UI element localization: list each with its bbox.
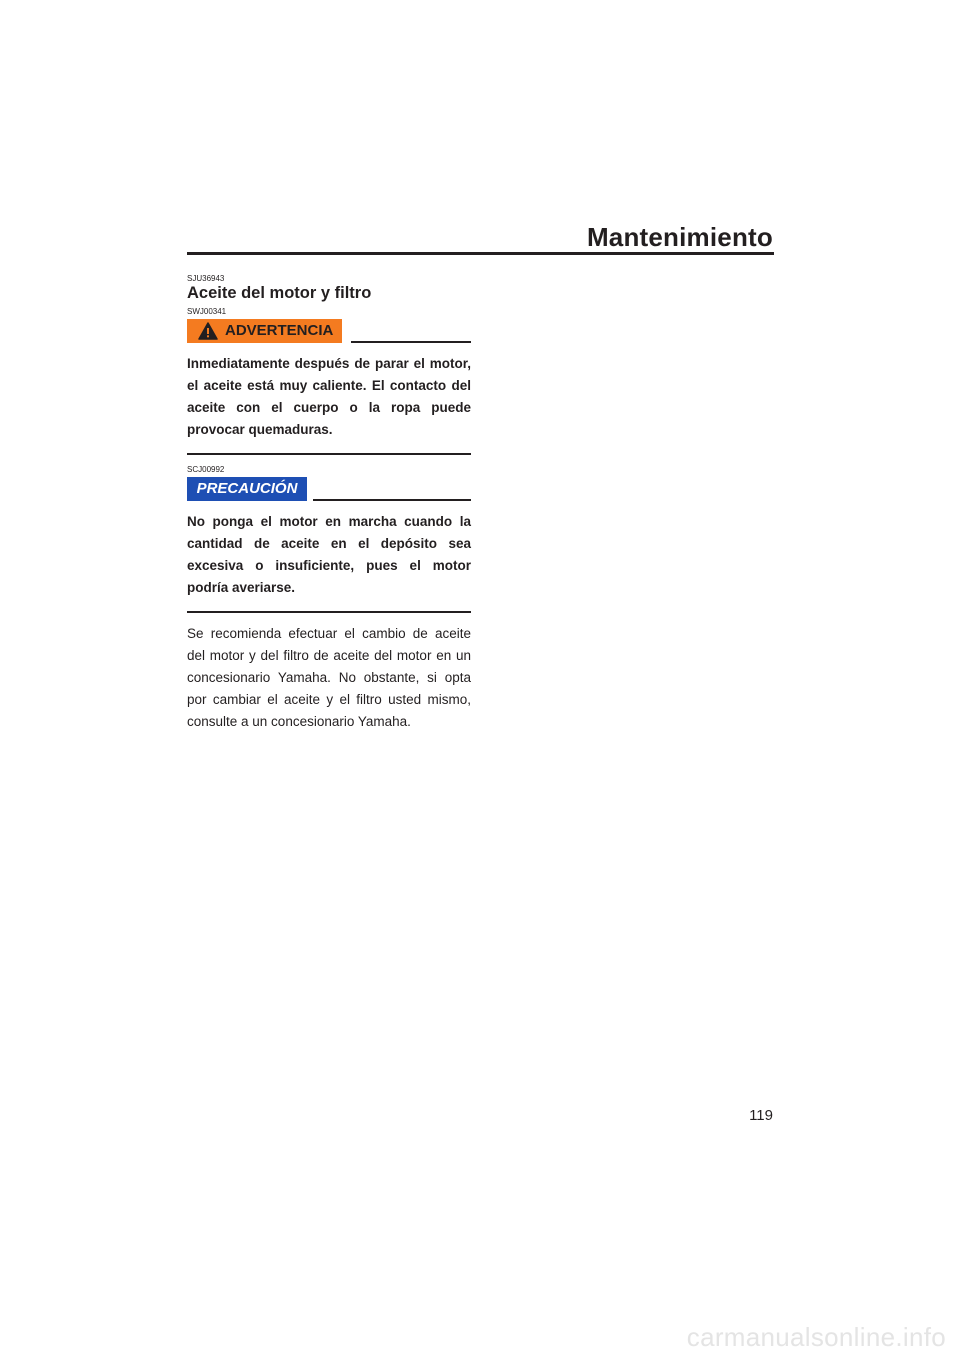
- caution-label-row: [187, 477, 471, 501]
- warning-label-line: [351, 341, 471, 343]
- content-column: [187, 274, 471, 733]
- caution-label-line: [313, 499, 471, 501]
- caution-code: SCJ00992: [187, 465, 225, 474]
- body-paragraph: Se recomienda efectuar el cambio de aceite del motor y del filtro de aceite del motor en un concesionario Yamaha. No obstante, si opta por cambiar el aceite y el filtro usted mismo, consulte a un concesionario Yamaha.: [187, 626, 471, 729]
- section-code: SJU36943: [187, 274, 225, 283]
- warning-end-rule: [187, 453, 471, 455]
- warning-label-text: ADVERTENCIA: [225, 322, 334, 339]
- caution-end-rule: [187, 611, 471, 613]
- warning-label: [187, 319, 342, 343]
- page-header-title: Mantenimiento: [586, 222, 773, 252]
- header-rule: [187, 252, 774, 255]
- watermark: carmanualsonline.info: [686, 1322, 946, 1352]
- page-number: 119: [749, 1107, 773, 1124]
- warning-code: SWJ00341: [187, 307, 227, 316]
- warning-label-row: [187, 319, 471, 343]
- section-title: Aceite del motor y filtro: [187, 284, 372, 302]
- caution-label: PRECAUCIÓN: [187, 477, 307, 501]
- caution-text: No ponga el motor en marcha cuando la cantidad de aceite en el depósito sea excesiva o insuficiente, pues el motor podría averiarse.: [187, 514, 471, 595]
- warning-triangle-icon: [198, 322, 218, 340]
- warning-text: Inmediatamente después de parar el motor, el aceite está muy caliente. El contacto del aceite con el cuerpo o la ropa puede provocar quemaduras.: [187, 356, 471, 437]
